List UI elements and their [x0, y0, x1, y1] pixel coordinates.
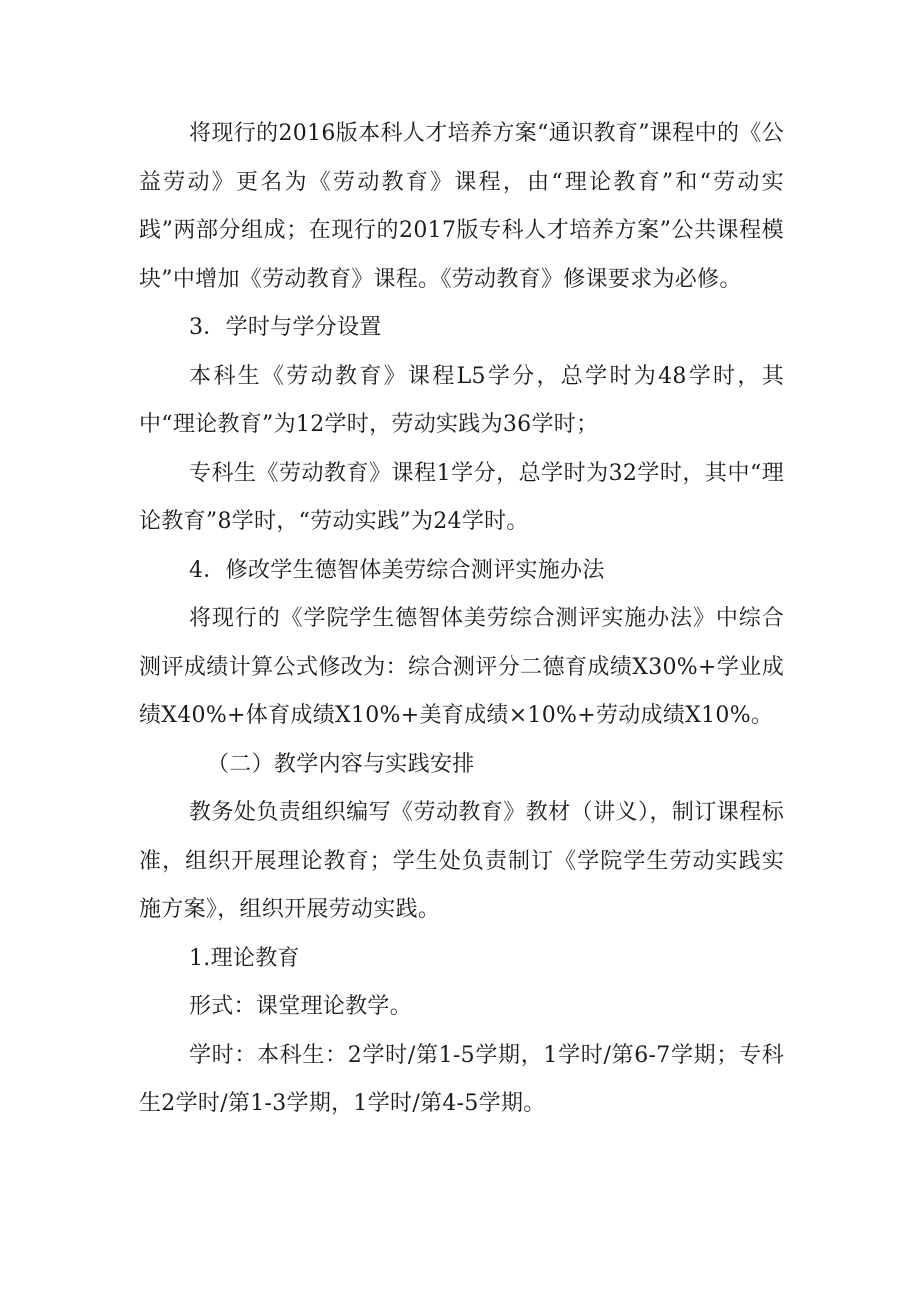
- heading-evaluation-method: 4．修改学生德智体美劳综合测评实施办法: [189, 557, 605, 583]
- paragraph-responsibilities: 教务处负责组织编写《劳动教育》教材（讲义），制订课程标准，组织开展理论教育；学生处负责制订《学院学生劳动实践实施方案》，组织开展劳动实践。: [139, 800, 784, 922]
- paragraph-class-hours: 学时：本科生：2学时/第1-5学期，1学时/第6-7学期；专科生2学时/第1-3学期，1学时/第4-5学期。: [139, 1042, 784, 1116]
- paragraph-form: 形式：课堂理论教学。: [189, 994, 413, 1019]
- document-body: [139, 110, 784, 1129]
- heading-hours-credits: 3．学时与学分设置: [189, 315, 382, 340]
- paragraph-undergrad-credits: 本科生《劳动教育》课程L5学分，总学时为48学时，其中“理论教育”为12学时，劳动实践为36学时；: [139, 363, 784, 437]
- paragraph-course-rename: 将现行的2016版本科人才培养方案“通识教育”课程中的《公益劳动》更名为《劳动教育》课程，由“理论教育”和“劳动实践”两部分组成；在现行的2017版专科人才培养方案”公共课程模块”中增加《劳动教育》课程。《劳动教育》修课要求为必修。: [139, 121, 784, 292]
- heading-theory-education: 1.理论教育: [189, 945, 300, 971]
- paragraph-college-credits: 专科生《劳动教育》课程1学分，总学时为32学时，其中“理论教育”8学时，“劳动实践”为24学时。: [139, 460, 784, 534]
- paragraph-evaluation-formula: 将现行的《学院学生德智体美劳综合测评实施办法》中综合测评成绩计算公式修改为：综合测评分二德育成绩X30%+学业成绩X40%+体育成绩X10%+美育成绩×10%+劳动成绩X10%。: [139, 606, 784, 728]
- heading-teaching-content: （二）教学内容与实践安排: [207, 751, 475, 777]
